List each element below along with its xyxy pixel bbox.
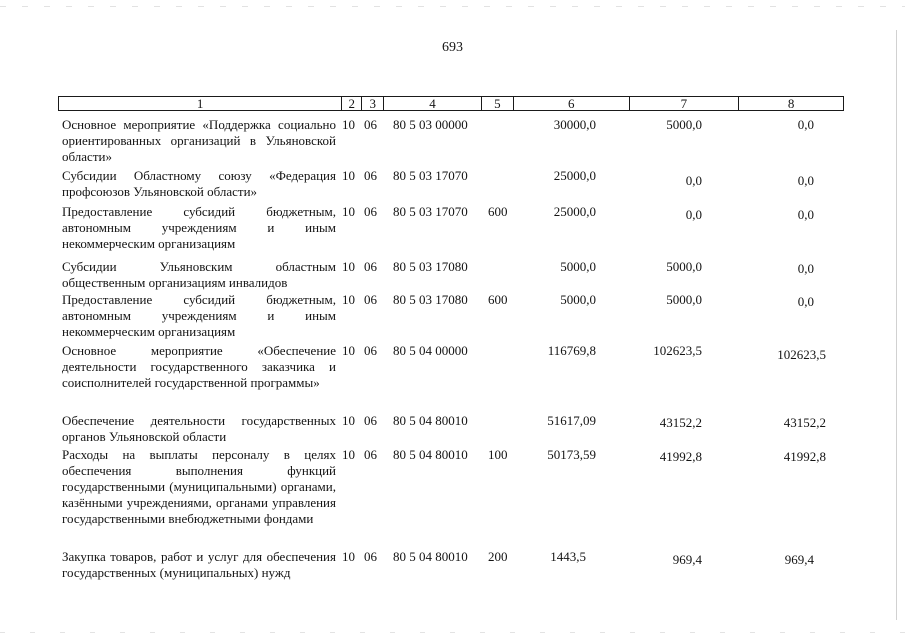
row-amount-col8: 0,0 — [797, 173, 814, 188]
row-amount-col6: 5000,0 — [560, 259, 596, 274]
row-amount-col8: 0,0 — [797, 261, 814, 276]
row-target-code: 80 5 04 80010 — [393, 413, 468, 428]
header-col-3: 3 — [362, 97, 384, 110]
row-section: 10 — [342, 292, 355, 307]
row-section: 10 — [342, 343, 355, 358]
row-amount-col7: 0,0 — [685, 207, 702, 222]
row-amount-col6: 51617,09 — [547, 413, 596, 428]
row-description: Предоставление субсидий бюджетным, автономным учреждениям и иным некоммерческим организациям — [62, 204, 336, 251]
page-number: 693 — [442, 40, 463, 55]
row-amount-col8: 41992,8 — [783, 449, 826, 464]
header-col-7: 7 — [630, 97, 740, 110]
row-subsection: 06 — [364, 413, 377, 428]
row-target-code: 80 5 04 80010 — [393, 447, 468, 462]
row-amount-col7: 0,0 — [685, 173, 702, 188]
row-amount-col8: 0,0 — [797, 117, 814, 132]
row-description: Основное мероприятие «Обеспечение деятельности государственного заказчика и соисполнителей государственной программы» — [62, 343, 336, 390]
scan-edge-bottom — [0, 632, 905, 633]
row-target-code: 80 5 04 00000 — [393, 343, 468, 358]
row-expense-type: 600 — [488, 204, 508, 219]
row-amount-col8: 0,0 — [797, 207, 814, 222]
row-subsection: 06 — [364, 168, 377, 183]
row-description: Предоставление субсидий бюджетным, автономным учреждениям и иным некоммерческим организациям — [62, 292, 336, 339]
header-col-4: 4 — [384, 97, 482, 110]
header-col-8: 8 — [787, 96, 795, 111]
row-amount-col7: 102623,5 — [653, 343, 702, 358]
row-subsection: 06 — [364, 292, 377, 307]
row-section: 10 — [342, 447, 355, 462]
row-target-code: 80 5 03 17080 — [393, 292, 468, 307]
row-target-code: 80 5 03 17070 — [393, 204, 468, 219]
row-expense-type: 100 — [488, 447, 508, 462]
row-description: Обеспечение деятельности государственных органов Ульяновской области — [62, 413, 336, 444]
row-amount-col7: 41992,8 — [659, 449, 702, 464]
row-subsection: 06 — [364, 259, 377, 274]
header-col-2: 2 — [342, 97, 362, 110]
row-description: Закупка товаров, работ и услуг для обеспечения государственных (муниципальных) нужд — [62, 549, 336, 580]
row-section: 10 — [342, 204, 355, 219]
row-expense-type: 200 — [488, 549, 508, 564]
row-section: 10 — [342, 549, 355, 564]
row-description: Субсидии Областному союзу «Федерация профсоюзов Ульяновской области» — [62, 168, 336, 199]
row-target-code: 80 5 03 17080 — [393, 259, 468, 274]
row-description: Субсидии Ульяновским областным общественным организациям инвалидов — [62, 259, 336, 290]
row-subsection: 06 — [364, 447, 377, 462]
row-amount-col7: 969,4 — [672, 552, 702, 567]
header-col-6: 6 — [514, 97, 630, 110]
row-subsection: 06 — [364, 204, 377, 219]
header-col-1: 1 — [59, 97, 342, 110]
header-col-5: 5 — [482, 97, 514, 110]
row-subsection: 06 — [364, 343, 377, 358]
row-section: 10 — [342, 259, 355, 274]
row-amount-col6: 50173,59 — [547, 447, 596, 462]
row-amount-col7: 43152,2 — [659, 415, 702, 430]
row-amount-col8: 43152,2 — [783, 415, 826, 430]
row-amount-col6: 116769,8 — [547, 343, 596, 358]
row-subsection: 06 — [364, 117, 377, 132]
row-description: Расходы на выплаты персоналу в целях обеспечения выполнения функций государственными (муниципальными) органами, казёнными учреждениями, органами управления государственными внебюджетными фондами — [62, 447, 336, 526]
row-section: 10 — [342, 117, 355, 132]
row-section: 10 — [342, 168, 355, 183]
row-amount-col7: 5000,0 — [666, 259, 702, 274]
row-amount-col6: 30000,0 — [553, 117, 596, 132]
row-section: 10 — [342, 413, 355, 428]
row-amount-col8: 102623,5 — [777, 347, 826, 362]
row-amount-col7: 5000,0 — [666, 292, 702, 307]
row-amount-col8: 0,0 — [797, 294, 814, 309]
scan-edge-right — [896, 30, 897, 620]
scan-edge-top — [0, 6, 905, 7]
row-target-code: 80 5 04 80010 — [393, 549, 468, 564]
row-target-code: 80 5 03 00000 — [393, 117, 468, 132]
row-amount-col6: 25000,0 — [553, 168, 596, 183]
row-amount-col6: 25000,0 — [553, 204, 596, 219]
row-description: Основное мероприятие «Поддержка социально ориентированных организаций в Ульяновской области» — [62, 117, 336, 164]
row-target-code: 80 5 03 17070 — [393, 168, 468, 183]
row-amount-col6: 1443,5 — [550, 549, 586, 564]
row-subsection: 06 — [364, 549, 377, 564]
table-header — [58, 96, 844, 111]
row-amount-col7: 5000,0 — [666, 117, 702, 132]
row-amount-col8: 969,4 — [784, 552, 814, 567]
row-amount-col6: 5000,0 — [560, 292, 596, 307]
row-expense-type: 600 — [488, 292, 508, 307]
